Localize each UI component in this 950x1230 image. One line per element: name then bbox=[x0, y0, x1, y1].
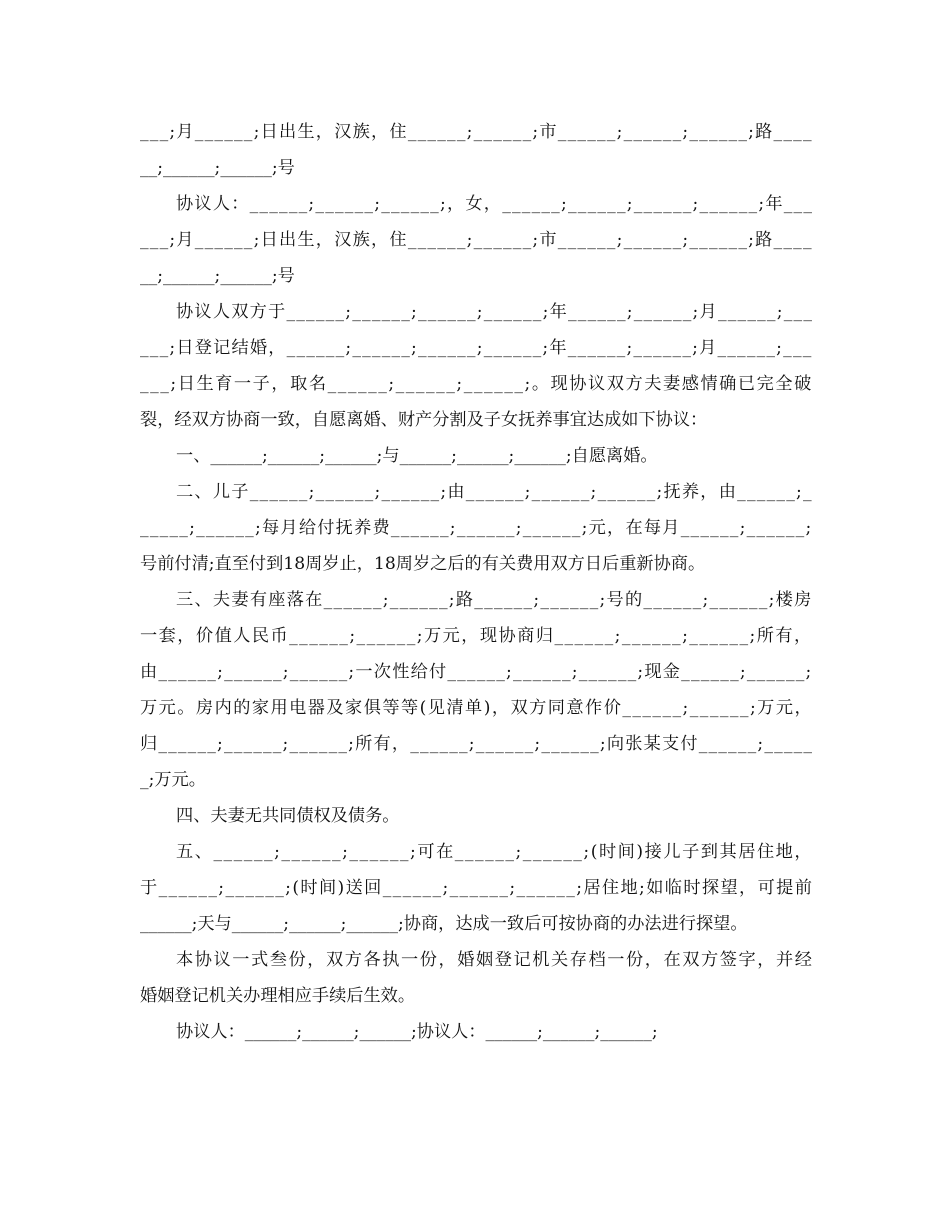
text-line: 于 _ _ _ _ _ _ ; _ _ _ _ _ _ ; ( 时 间 ) 送 回 _ _ _ _ _ _ ; _ _ _ _ _ _ ; _ _ _ _ _ _ ; 居 住 地 ; 如 临 时 探 望 ， 可 提 前 bbox=[140, 878, 812, 898]
text-line: 万 元 。 房 内 的 家 用 电 器 及 家 俱 等 等 ( 见 清 单 ) ， 双 方 同 意 作 价 _ _ _ _ _ _ ; _ _ _ _ _ _ ; 万 元 ， bbox=[140, 698, 812, 718]
text-line: _ _ _ ; 月 _ _ _ _ _ _ ; 日 出 生 ， 汉 族 ， 住 _ _ _ _ _ _ ; _ _ _ _ _ _ ; 市 _ _ _ _ _ _ ; _ _ _ _ _ _ ; _ _ _ _ _ _ ; 路 _ _ _ _ bbox=[140, 122, 812, 142]
text-line: 协 议 人 ： _ _ _ _ _ _ ; _ _ _ _ _ _ ; _ _ _ _ _ _ ; ， 女 ， _ _ _ _ _ _ ; _ _ _ _ _ _ ; _ _ _ _ _ _ ; _ _ _ _ _ _ ; 年 _ _ _ bbox=[176, 194, 812, 214]
text-line: 归 _ _ _ _ _ _ ; _ _ _ _ _ _ ; _ _ _ _ _ _ ; 所 有 ， _ _ _ _ _ _ ; _ _ _ _ _ _ ; _ _ _ _ _ _ ; 向 张 某 支 付 _ _ _ _ _ _ ; _ _ _ _ _ bbox=[140, 734, 812, 754]
text-line: __;______;______;号 bbox=[140, 158, 295, 178]
text-line: 裂，经双方协商一致，自愿离婚、财产分割及子女抚养事宜达成如下协议： bbox=[140, 410, 708, 430]
text-line: 协议人：______;______;______;协议人：______;______;______; bbox=[176, 1022, 658, 1042]
text-line: _ _ _ ; 日 生 育 一 子 ， 取 名 _ _ _ _ _ _ ; _ _ _ _ _ _ ; _ _ _ _ _ _ ; 。 现 协 议 双 方 夫 妻 感 情 确 已 完 全 破 bbox=[140, 374, 812, 394]
text-line: 一 套 ， 价 值 人 民 币 _ _ _ _ _ _ ; _ _ _ _ _ _ ; 万 元 ， 现 协 商 归 _ _ _ _ _ _ ; _ _ _ _ _ _ ; _ _ _ _ _ _ ; 所 有 ， bbox=[140, 626, 812, 646]
text-line: 一、______;______;______;与______;______;______;自愿离婚。 bbox=[176, 446, 658, 466]
text-line: 三 、 夫 妻 有 座 落 在 _ _ _ _ _ _ ; _ _ _ _ _ _ ; 路 _ _ _ _ _ _ ; _ _ _ _ _ _ ; 号 的 _ _ _ _ _ _ ; _ _ _ _ _ _ ; 楼 房 bbox=[176, 590, 812, 610]
text-line: _ _ _ ; 日 登 记 结 婚 ， _ _ _ _ _ _ ; _ _ _ _ _ _ ; _ _ _ _ _ _ ; _ _ _ _ _ _ ; 年 _ _ _ _ _ _ ; _ _ _ _ _ _ ; 月 _ _ _ _ _ _ ; _ _ _ bbox=[140, 338, 812, 358]
text-line: 婚姻登记机关办理相应手续后生效。 bbox=[140, 986, 416, 1006]
text-line: 由 _ _ _ _ _ _ ; _ _ _ _ _ _ ; _ _ _ _ _ _ ; 一 次 性 给 付 _ _ _ _ _ _ ; _ _ _ _ _ _ ; _ _ _ _ _ _ ; 现 金 _ _ _ _ _ _ ; _ _ _ _ _ _ ; bbox=[140, 662, 812, 682]
document-body bbox=[140, 114, 812, 1050]
text-line: _ _ _ _ _ ; _ _ _ _ _ _ ; 每 月 给 付 抚 养 费 _ _ _ _ _ _ ; _ _ _ _ _ _ ; _ _ _ _ _ _ ; 元 ， 在 每 月 _ _ _ _ _ _ ; _ _ _ _ _ _ ; bbox=[140, 518, 812, 538]
text-line: 四、夫妻无共同债权及债务。 bbox=[176, 806, 400, 826]
text-line: __;______;______;号 bbox=[140, 266, 295, 286]
text-line: 二 、 儿 子 _ _ _ _ _ _ ; _ _ _ _ _ _ ; _ _ _ _ _ _ ; 由 _ _ _ _ _ _ ; _ _ _ _ _ _ ; _ _ _ _ _ _ ; 抚 养 ， 由 _ _ _ _ _ _ ; _ bbox=[176, 482, 812, 502]
text-line: _ _ _ ; 月 _ _ _ _ _ _ ; 日 出 生 ， 汉 族 ， 住 _ _ _ _ _ _ ; _ _ _ _ _ _ ; 市 _ _ _ _ _ _ ; _ _ _ _ _ _ ; _ _ _ _ _ _ ; 路 _ _ _ _ bbox=[140, 230, 812, 250]
text-line: 号前付清;直至付到18周岁止，18周岁之后的有关费用双方日后重新协商。 bbox=[140, 554, 706, 574]
text-line: 五 、 _ _ _ _ _ _ ; _ _ _ _ _ _ ; _ _ _ _ _ _ ; 可 在 _ _ _ _ _ _ ; _ _ _ _ _ _ ; ( 时 间 ) 接 儿 子 到 其 居 住 地 ， bbox=[176, 842, 812, 862]
text-line: _;万元。 bbox=[140, 770, 206, 790]
text-line: 协 议 人 双 方 于 _ _ _ _ _ _ ; _ _ _ _ _ _ ; _ _ _ _ _ _ ; _ _ _ _ _ _ ; 年 _ _ _ _ _ _ ; _ _ _ _ _ _ ; 月 _ _ _ _ _ _ ; _ _ _ bbox=[176, 302, 812, 322]
text-line: ______;天与______;______;______;协商，达成一致后可按协商的办法进行探望。 bbox=[140, 914, 748, 934]
text-line: 本 协 议 一 式 叁 份 ， 双 方 各 执 一 份 ， 婚 姻 登 记 机 关 存 档 一 份 ， 在 双 方 签 字 ， 并 经 bbox=[176, 950, 812, 970]
